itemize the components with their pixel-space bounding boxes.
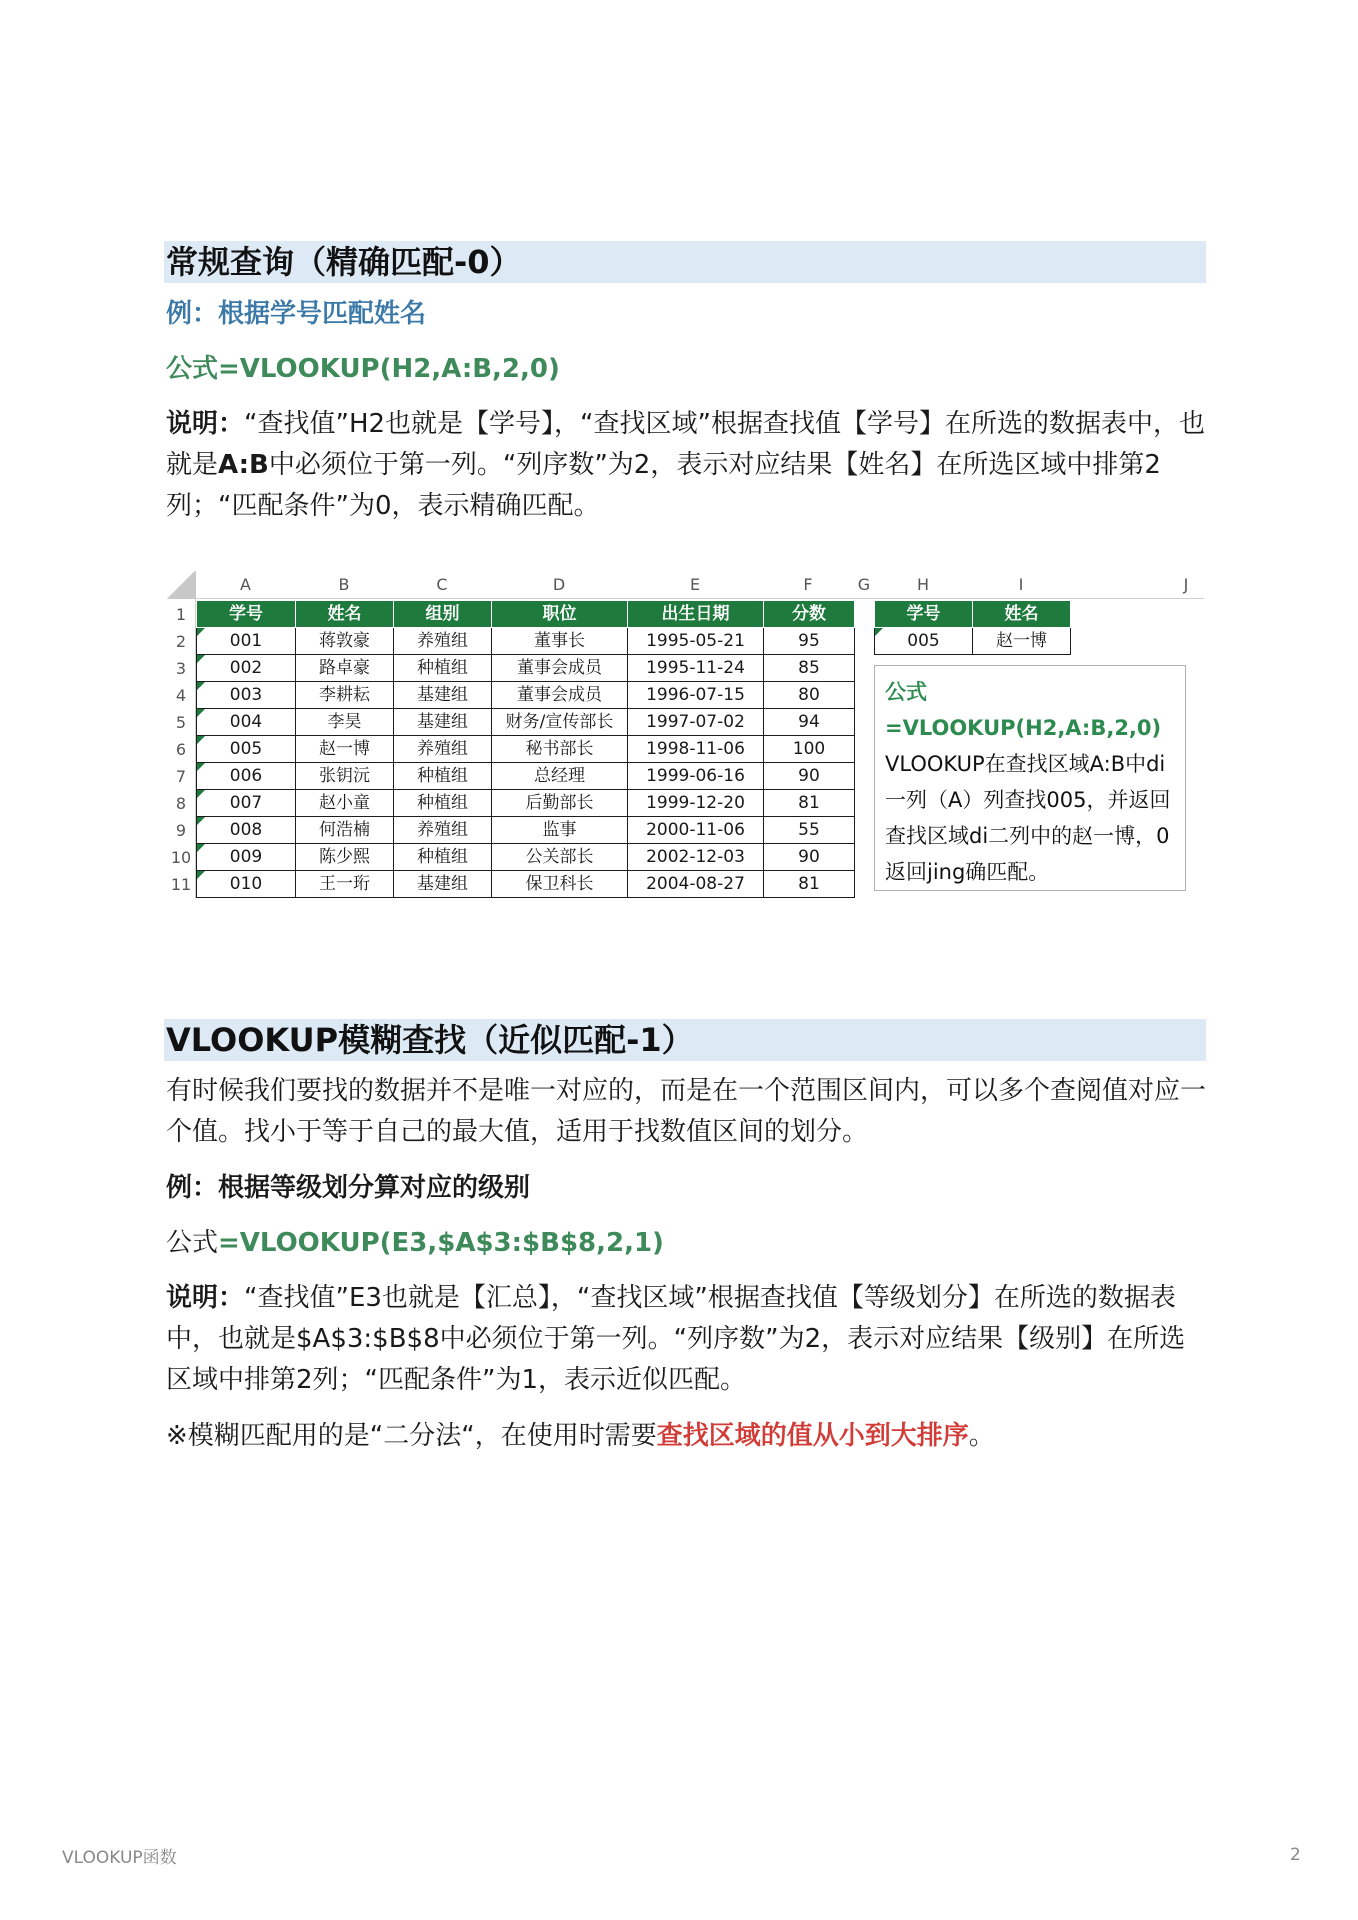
table-cell: 李昊 [296,709,394,736]
table-cell: 1999-12-20 [628,790,764,817]
row-header: 3 [168,659,194,678]
column-header-j: J [1176,575,1196,594]
table-row [197,655,855,682]
table-cell: 养殖组 [394,736,492,763]
table-cell: 2002-12-03 [628,844,764,871]
table-cell: 基建组 [394,709,492,736]
column-header-b: B [295,575,393,594]
description-text-2b: “查找值”E3也就是【汇总】，“查找区域”根据查找值【等级划分】在所选的数据表中，也就是$A$3:$B$8中必须位于第一列。“列序数”为2，表示对应结果【级别】在所选区域中排第2列；“匹配条件”为1，表示近似匹配。 [166,1283,1186,1395]
formula-line-2 [166,1223,1206,1264]
table-cell: 2000-11-06 [628,817,764,844]
tip-text: ※模糊匹配用的是“二分法“，在使用时需要 [166,1421,657,1451]
table-row [197,871,855,898]
row-header: 6 [168,740,194,759]
column-header-d: D [491,575,627,594]
column-header-i: I [972,575,1070,594]
column-header-h: H [874,575,972,594]
table-row [197,736,855,763]
table-cell: 赵小童 [296,790,394,817]
table-cell: 基建组 [394,682,492,709]
header-cell: 分数 [764,601,855,628]
table-cell: 董事会成员 [492,655,628,682]
description-text-1: “查找值”H2也就是【学号】，“查找区域”根据查找值【学号】在所选的数据表中，也就是 [166,409,1205,480]
example-text-2: 例：根据等级划分算对应的级别 [166,1173,531,1203]
lookup-value-cell: 005 [875,628,973,655]
table-cell: 张钥沅 [296,763,394,790]
table-cell: 001 [197,628,296,655]
lookup-header-cell: 学号 [875,601,973,628]
table-cell: 种植组 [394,655,492,682]
table-cell: 秘书部长 [492,736,628,763]
section-heading-exact-match: 常规查询（精确匹配-0） [164,241,1206,283]
formula-text: 公式=VLOOKUP(H2,A:B,2,0) [166,354,560,384]
table-cell: 90 [764,763,855,790]
table-cell: 90 [764,844,855,871]
spreadsheet-image [166,571,1204,901]
table-cell: 1997-07-02 [628,709,764,736]
table-cell: 003 [197,682,296,709]
table-cell: 蒋敦豪 [296,628,394,655]
table-cell: 路卓豪 [296,655,394,682]
table-cell: 保卫科长 [492,871,628,898]
table-cell: 004 [197,709,296,736]
table-cell: 赵一博 [296,736,394,763]
lookup-row [875,628,1071,655]
table-header-row [197,601,855,628]
table-cell: 陈少熙 [296,844,394,871]
table-cell: 何浩楠 [296,817,394,844]
header-cell: 出生日期 [628,601,764,628]
table-cell: 1998-11-06 [628,736,764,763]
column-header-a: A [196,575,295,594]
description-paragraph [166,404,1206,527]
tip-end: 。 [968,1421,995,1451]
formula-note-box [874,665,1186,891]
table-row [197,709,855,736]
table-cell: 100 [764,736,855,763]
table-cell: 种植组 [394,844,492,871]
column-header-e: E [627,575,763,594]
table-cell: 养殖组 [394,628,492,655]
formula-prefix: 公式 [166,1228,219,1258]
row-header: 4 [168,686,194,705]
table-cell: 009 [197,844,296,871]
table-cell: 总经理 [492,763,628,790]
table-cell: 008 [197,817,296,844]
row-header: 8 [168,794,194,813]
note-formula: 公式=VLOOKUP(H2,A:B,2,0) [885,680,1162,740]
table-cell: 005 [197,736,296,763]
description-text-2: 中必须位于第一列。“列序数”为2，表示对应结果【姓名】在所选区域中排第2列；“匹配条件”为0，表示精确匹配。 [166,450,1161,521]
tip-highlight: 查找区域的值从小到大排序 [656,1421,969,1451]
lookup-result-cell: 赵一博 [973,628,1071,655]
description-range: A:B [218,450,269,480]
example-text: 例：根据学号匹配姓名 [166,299,427,329]
header-cell: 学号 [197,601,296,628]
footer-title: VLOOKUP函数 [62,1848,177,1868]
table-cell: 1999-06-16 [628,763,764,790]
description-paragraph-2 [166,1278,1206,1401]
table-row [197,628,855,655]
row-header: 7 [168,767,194,786]
section-heading-approximate-match: VLOOKUP模糊查找（近似匹配-1） [164,1019,1206,1061]
table-cell: 种植组 [394,790,492,817]
column-header-f: F [763,575,853,594]
table-row [197,817,855,844]
column-header-c: C [393,575,491,594]
lookup-table [874,600,1071,655]
header-cell: 职位 [492,601,628,628]
note-text: VLOOKUP在查找区域A:B中di一列（A）列查找005，并返回查找区域di二列中的赵一博，0返回jing确匹配。 [885,752,1171,884]
table-cell: 公关部长 [492,844,628,871]
table-cell: 种植组 [394,763,492,790]
intro-paragraph [166,1071,1206,1153]
select-all-corner [166,571,196,599]
table-cell: 85 [764,655,855,682]
table-row [197,682,855,709]
table-cell: 81 [764,790,855,817]
table-cell: 1996-07-15 [628,682,764,709]
table-cell: 李耕耘 [296,682,394,709]
table-cell: 王一珩 [296,871,394,898]
table-cell: 董事长 [492,628,628,655]
row-header: 2 [168,632,194,651]
table-cell: 监事 [492,817,628,844]
table-cell: 55 [764,817,855,844]
description-label-2: 说明： [166,1283,245,1313]
tip-paragraph [166,1416,1206,1457]
table-cell: 002 [197,655,296,682]
table-cell: 94 [764,709,855,736]
table-row [197,844,855,871]
table-cell: 81 [764,871,855,898]
table-cell: 财务/宣传部长 [492,709,628,736]
description-label: 说明： [166,409,245,439]
table-cell: 006 [197,763,296,790]
table-cell: 95 [764,628,855,655]
intro-text: 有时候我们要找的数据并不是唯一对应的，而是在一个范围区间内，可以多个查阅值对应一个值。找小于等于自己的最大值，适用于找数值区间的划分。 [166,1076,1207,1147]
row-header: 5 [168,713,194,732]
row-header: 10 [168,848,194,867]
table-cell: 1995-05-21 [628,628,764,655]
student-table [196,600,855,898]
row-header: 11 [168,875,194,894]
table-row [197,790,855,817]
formula-line [166,349,1206,390]
table-cell: 董事会成员 [492,682,628,709]
example-line-2 [166,1168,1206,1209]
column-header-divider [196,598,1204,599]
row-header: 1 [168,605,194,624]
table-row [197,763,855,790]
page-number: 2 [1290,1845,1301,1865]
table-cell: 1995-11-24 [628,655,764,682]
table-cell: 80 [764,682,855,709]
header-cell: 组别 [394,601,492,628]
table-cell: 后勤部长 [492,790,628,817]
column-header-g: G [854,575,874,594]
row-header: 9 [168,821,194,840]
lookup-header-row [875,601,1071,628]
header-cell: 姓名 [296,601,394,628]
example-line [166,294,1206,335]
table-cell: 基建组 [394,871,492,898]
table-cell: 007 [197,790,296,817]
lookup-header-cell: 姓名 [973,601,1071,628]
table-cell: 2004-08-27 [628,871,764,898]
table-cell: 养殖组 [394,817,492,844]
table-cell: 010 [197,871,296,898]
formula-text-2: =VLOOKUP(E3,$A$3:$B$8,2,1) [218,1228,664,1258]
